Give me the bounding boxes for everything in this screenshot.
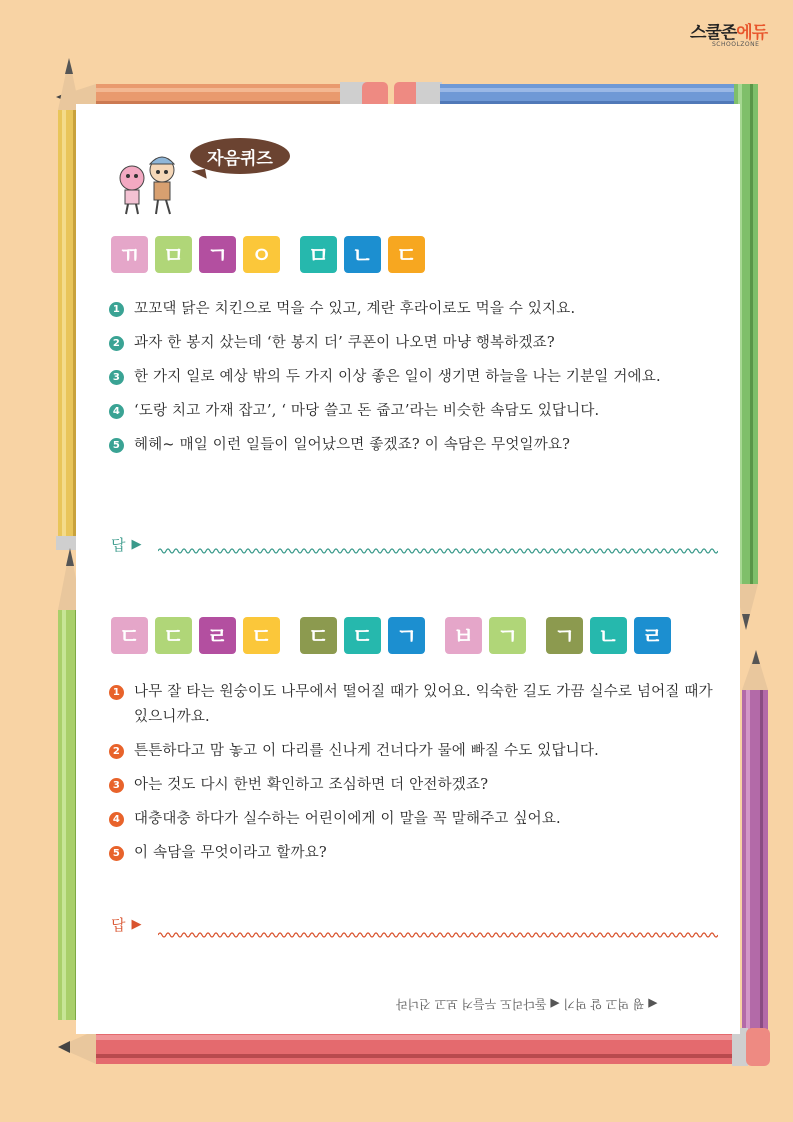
- quiz1-tiles: [111, 236, 432, 273]
- clue-number: 3: [109, 778, 124, 793]
- consonant-tile: ㄷ: [300, 617, 337, 654]
- logo-subtext: SCHOOLZONE: [712, 41, 760, 48]
- clue-item: [109, 739, 721, 764]
- consonant-tile: ㄲ: [111, 236, 148, 273]
- clue-text: 이 속담을 무엇이라고 할까요?: [134, 845, 327, 861]
- clue-number: 4: [109, 404, 124, 419]
- consonant-tile: ㄱ: [489, 617, 526, 654]
- quiz1-answer: [111, 534, 142, 555]
- consonant-tile: ㄷ: [388, 236, 425, 273]
- pencil-right-bottom-icon: [742, 650, 768, 1030]
- clue-text: 나무 잘 타는 원숭이도 나무에서 떨어질 때가 있어요. 익숙한 길도 가끔 실수로 넘어질 때가 있으니까요.: [134, 684, 713, 725]
- consonant-tile: ㄱ: [546, 617, 583, 654]
- clue-text: 헤헤~ 매일 이런 일들이 일어났으면 좋겠죠? 이 속담은 무엇일까요?: [134, 437, 571, 453]
- answer-marker-icon: ▶: [131, 917, 142, 932]
- quiz2-tiles: [111, 617, 678, 654]
- consonant-tile: ㅁ: [300, 236, 337, 273]
- clue-number: 2: [109, 744, 124, 759]
- consonant-tile: ㅇ: [243, 236, 280, 273]
- clue-text: 한 가지 일로 예상 밖의 두 가지 이상 좋은 일이 생기면 하늘을 나는 기분일 거에요.: [134, 369, 661, 385]
- mascot-icon: [112, 150, 184, 218]
- answer-label: 답: [111, 536, 126, 554]
- quiz1-clues: [109, 297, 721, 467]
- clue-number: 3: [109, 370, 124, 385]
- clue-item: [109, 297, 721, 322]
- consonant-tile: ㅂ: [445, 617, 482, 654]
- clue-number: 1: [109, 685, 124, 700]
- consonant-tile: ㅁ: [155, 236, 192, 273]
- clue-text: 대충대충 하다가 실수하는 어린이에게 이 말을 꼭 말해주고 싶어요.: [134, 811, 561, 827]
- clue-item: [109, 433, 721, 458]
- consonant-tile: ㄴ: [344, 236, 381, 273]
- clue-item: [109, 841, 721, 866]
- consonant-tile: ㄹ: [199, 617, 236, 654]
- consonant-tile: ㄹ: [634, 617, 671, 654]
- clue-item: [109, 807, 721, 832]
- clue-number: 2: [109, 336, 124, 351]
- quiz1-answer-line[interactable]: [158, 546, 718, 556]
- quiz2-answer-line[interactable]: [158, 930, 718, 940]
- clue-number: 4: [109, 812, 124, 827]
- clue-item: [109, 680, 721, 730]
- clue-text: 튼튼하다고 맘 놓고 이 다리를 신나게 건너다가 물에 빠질 수도 있답니다.: [134, 743, 599, 759]
- clue-text: ‘도랑 치고 가재 잡고’, ‘ 마당 쓸고 돈 줍고’라는 비슷한 속담도 있답니다.: [134, 403, 600, 419]
- consonant-tile: ㄱ: [199, 236, 236, 273]
- logo-text: 스쿨존: [690, 23, 737, 43]
- answer-marker-icon: ▶: [131, 537, 142, 552]
- brand-logo: [690, 18, 770, 48]
- clue-text: 아는 것도 다시 한번 확인하고 조심하면 더 안전하겠죠?: [134, 777, 489, 793]
- clue-item: [109, 331, 721, 356]
- consonant-tile: ㄱ: [388, 617, 425, 654]
- clue-number: 5: [109, 846, 124, 861]
- consonant-tile: ㄷ: [155, 617, 192, 654]
- quiz2-answer: [111, 914, 142, 935]
- clue-number: 5: [109, 438, 124, 453]
- consonant-tile: ㄷ: [344, 617, 381, 654]
- upside-down-answers: ◀ 꿩 먹고 알 먹기 ◀ 돌다리도 두들겨 보고 건너라: [396, 997, 658, 1011]
- clue-item: [109, 365, 721, 390]
- answer-label: 답: [111, 916, 126, 934]
- consonant-tile: ㄷ: [111, 617, 148, 654]
- consonant-tile: ㄷ: [243, 617, 280, 654]
- clue-text: 과자 한 봉지 샀는데 ‘한 봉지 더’ 쿠폰이 나오면 마냥 행복하겠죠?: [134, 335, 555, 351]
- clue-number: 1: [109, 302, 124, 317]
- clue-item: [109, 773, 721, 798]
- clue-text: 꼬꼬댁 닭은 치킨으로 먹을 수 있고, 계란 후라이로도 먹을 수 있지요.: [134, 301, 576, 317]
- clue-item: [109, 399, 721, 424]
- quiz2-clues: [109, 680, 721, 875]
- quiz-badge: 자음퀴즈: [190, 138, 290, 174]
- consonant-tile: ㄴ: [590, 617, 627, 654]
- logo-accent: 에듀: [736, 23, 768, 43]
